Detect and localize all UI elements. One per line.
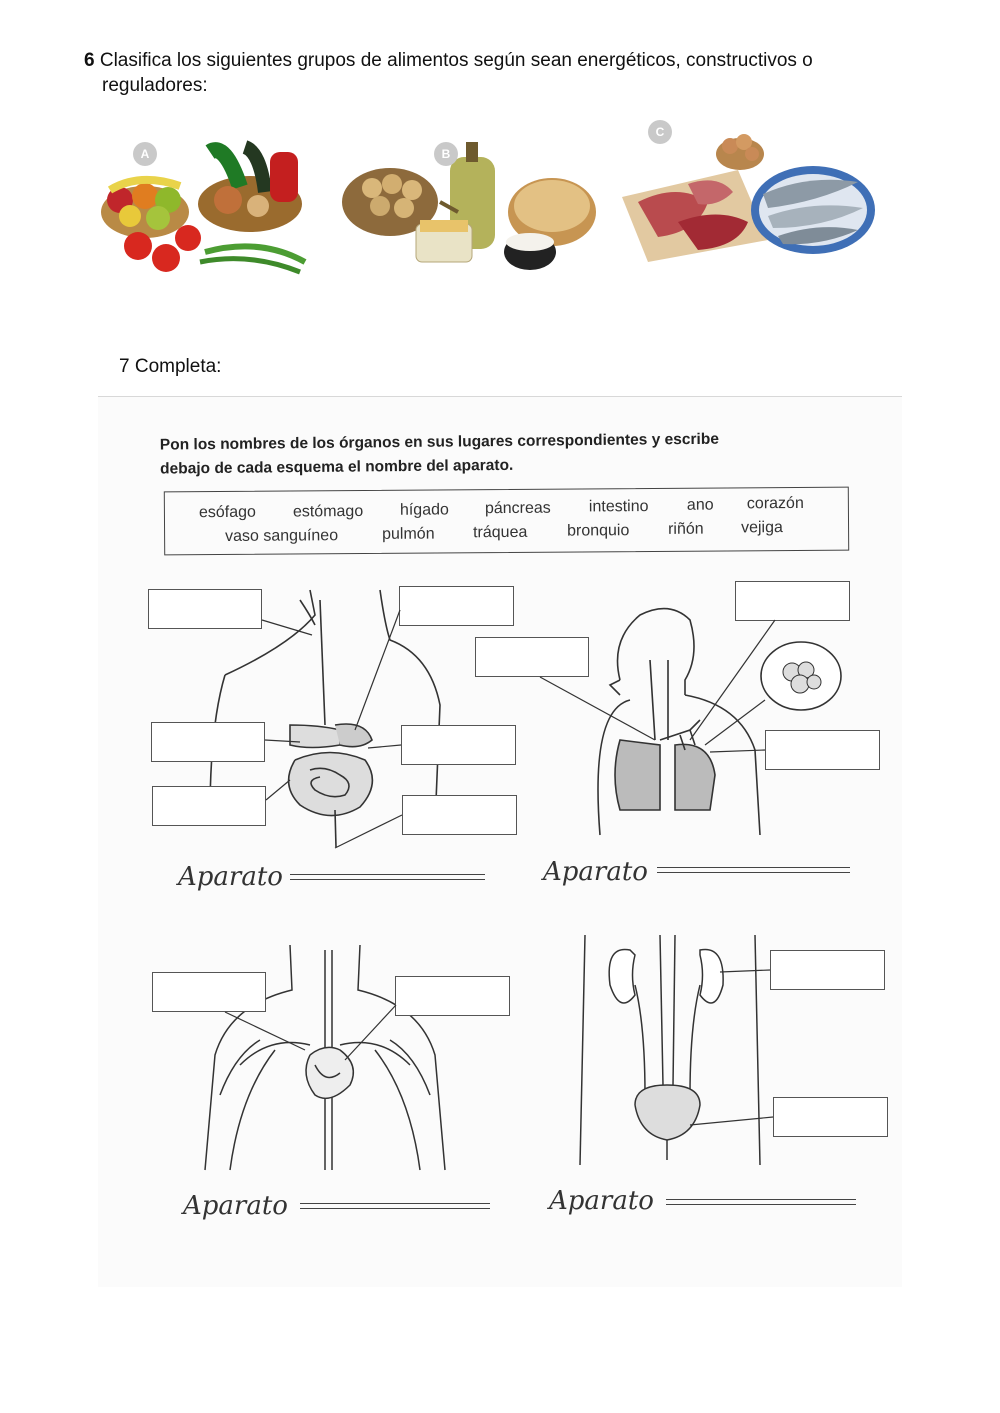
word-bank-word: estómago bbox=[292, 503, 364, 521]
aparato-label-3: Aparato bbox=[183, 1191, 288, 1221]
word-bank-word: tráquea bbox=[473, 523, 528, 542]
word-bank-word: vejiga bbox=[740, 519, 783, 537]
question-6-text-line1: Clasifica los siguientes grupos de alimentos según sean energéticos, constructivos o bbox=[99, 50, 813, 71]
word-bank-word: intestino bbox=[588, 498, 649, 516]
word-bank-word: corazón bbox=[746, 494, 804, 513]
question-7-title: 7 Completa: bbox=[119, 356, 222, 377]
badge-c: C bbox=[648, 120, 672, 144]
aparato-label-2: Aparato bbox=[543, 857, 648, 887]
instruction-line2: debajo de cada esquema el nombre del aparato. bbox=[160, 456, 514, 478]
badge-b: B bbox=[434, 142, 458, 166]
badge-a: A bbox=[133, 142, 157, 166]
aparato-label-4: Aparato bbox=[549, 1186, 654, 1216]
instruction-line1: Pon los nombres de los órganos en sus lugares correspondientes y escribe bbox=[159, 430, 719, 454]
word-bank-word: vaso sanguíneo bbox=[225, 527, 339, 545]
word-bank-word: bronquio bbox=[567, 522, 630, 540]
word-bank-word: páncreas bbox=[484, 499, 551, 518]
word-bank-word: pulmón bbox=[382, 525, 435, 543]
word-bank-word: ano bbox=[686, 496, 714, 514]
word-bank-word: esófago bbox=[198, 503, 256, 522]
word-bank-word: riñón bbox=[668, 520, 704, 538]
aparato-label-1: Aparato bbox=[178, 862, 283, 892]
word-bank-word: hígado bbox=[399, 501, 449, 519]
question-6-number: 6 bbox=[84, 50, 95, 71]
question-6-text-line2: reguladores: bbox=[102, 75, 208, 96]
answer-line[interactable] bbox=[666, 1199, 856, 1205]
